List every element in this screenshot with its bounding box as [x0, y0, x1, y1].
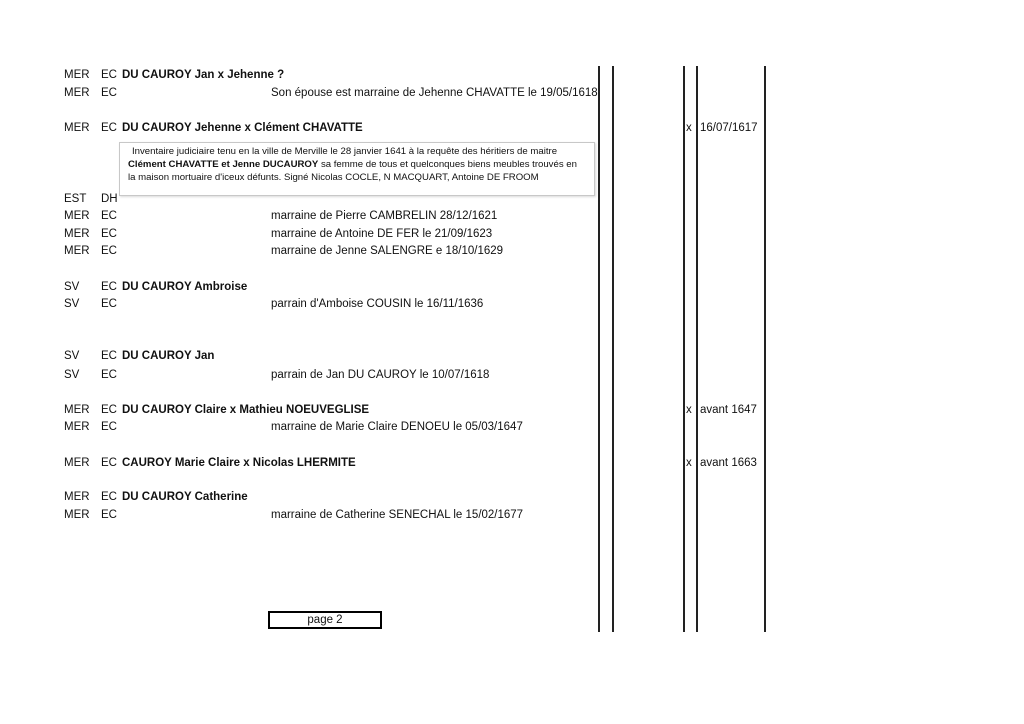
record-row: [0, 85, 1024, 101]
source-code: EC: [101, 281, 117, 293]
record-detail: marraine de Catherine SENECHAL le 15/02/1677: [271, 509, 524, 521]
parish-code: EST: [64, 193, 87, 205]
note-line: la maison mortuaire d'iceux défunts. Signé Nicolas COCLE, N MACQUART, Antoine DE FROOM: [128, 172, 539, 183]
source-code: EC: [101, 350, 117, 362]
record-detail: Son épouse est marraine de Jehenne CHAVATTE le 19/05/1618: [271, 87, 598, 99]
source-code: EC: [101, 509, 117, 521]
record-detail: parrain d'Amboise COUSIN le 16/11/1636: [271, 298, 484, 310]
parish-code: MER: [64, 122, 90, 134]
record-row: [0, 367, 1024, 383]
marriage-date: avant 1663: [700, 457, 757, 469]
parish-code: MER: [64, 228, 90, 240]
parish-code: SV: [64, 281, 80, 293]
parish-code: SV: [64, 350, 80, 362]
note-line: Inventaire judiciaire tenu en la ville de Merville le 28 janvier 1641 à la requête des héritiers de maitre: [132, 146, 558, 157]
marriage-mark: x: [686, 457, 692, 469]
record-row: [0, 208, 1024, 224]
source-code: EC: [101, 122, 117, 134]
record-row: [0, 120, 1024, 136]
source-code: EC: [101, 421, 117, 433]
source-code: EC: [101, 298, 117, 310]
record-row: [0, 507, 1024, 523]
source-code: EC: [101, 369, 117, 381]
marriage-mark: x: [686, 122, 692, 134]
marriage-date: 16/07/1617: [700, 122, 758, 134]
source-code: EC: [101, 69, 117, 81]
parish-code: SV: [64, 298, 80, 310]
parish-code: MER: [64, 509, 90, 521]
record-row: [0, 279, 1024, 295]
parish-code: MER: [64, 457, 90, 469]
source-code: EC: [101, 210, 117, 222]
page-number-label: page 2: [307, 614, 343, 626]
source-code: DH: [101, 193, 118, 205]
person-name: DU CAUROY Jan: [122, 350, 215, 362]
note-bold-names: Clément CHAVATTE et Jenne DUCAUROY: [128, 159, 319, 170]
person-name: DU CAUROY Jan x Jehenne ?: [122, 69, 285, 81]
record-detail: marraine de Pierre CAMBRELIN 28/12/1621: [271, 210, 498, 222]
record-row: [0, 489, 1024, 505]
parish-code: MER: [64, 87, 90, 99]
record-row: [0, 455, 1024, 471]
person-name: DU CAUROY Ambroise: [122, 281, 248, 293]
record-row: [0, 243, 1024, 259]
parish-code: SV: [64, 369, 80, 381]
record-detail: parrain de Jan DU CAUROY le 10/07/1618: [271, 369, 490, 381]
note-line-rest: sa femme de tous et quelconques biens meubles trouvés en: [318, 159, 577, 170]
parish-code: MER: [64, 421, 90, 433]
record-detail: marraine de Jenne SALENGRE e 18/10/1629: [271, 245, 504, 257]
note-line: [128, 158, 588, 171]
parish-code: MER: [64, 404, 90, 416]
page-number-box: [268, 611, 382, 629]
record-row: [0, 348, 1024, 364]
record-row: [0, 226, 1024, 242]
person-name: DU CAUROY Jehenne x Clément CHAVATTE: [122, 122, 363, 134]
marriage-date: avant 1647: [700, 404, 757, 416]
person-name: CAUROY Marie Claire x Nicolas LHERMITE: [122, 457, 356, 469]
record-row: [0, 67, 1024, 83]
parish-code: MER: [64, 245, 90, 257]
record-detail: marraine de Marie Claire DENOEU le 05/03/1647: [271, 421, 523, 433]
marriage-mark: x: [686, 404, 692, 416]
record-row: [0, 402, 1024, 418]
source-code: EC: [101, 245, 117, 257]
record-row: [0, 191, 1024, 207]
parish-code: MER: [64, 69, 90, 81]
person-name: DU CAUROY Claire x Mathieu NOEUVEGLISE: [122, 404, 370, 416]
source-code: EC: [101, 457, 117, 469]
parish-code: MER: [64, 491, 90, 503]
record-row: [0, 419, 1024, 435]
source-code: EC: [101, 87, 117, 99]
source-code: EC: [101, 228, 117, 240]
source-code: EC: [101, 491, 117, 503]
record-detail: marraine de Antoine DE FER le 21/09/1623: [271, 228, 493, 240]
source-code: EC: [101, 404, 117, 416]
comment-note: [119, 142, 595, 196]
parish-code: MER: [64, 210, 90, 222]
record-row: [0, 296, 1024, 312]
person-name: DU CAUROY Catherine: [122, 491, 248, 503]
